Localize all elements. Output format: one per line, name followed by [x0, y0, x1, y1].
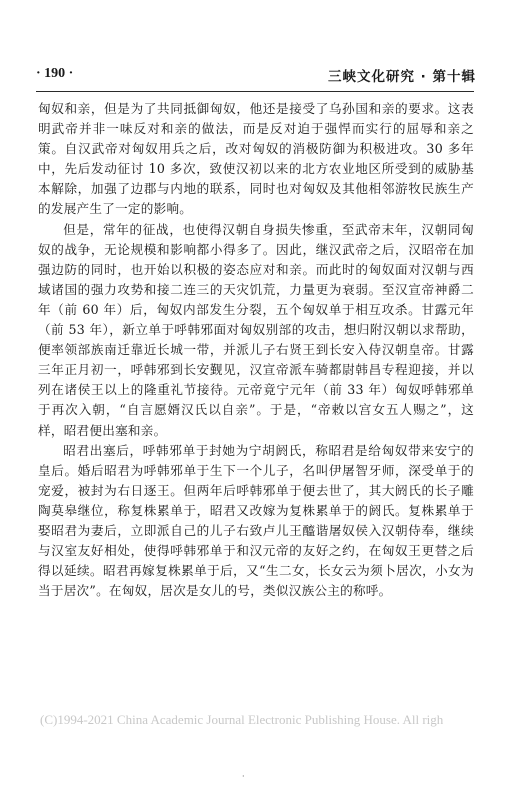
running-title: 三峡文化研究 · 第十辑: [327, 69, 476, 85]
article-body: [38, 99, 474, 601]
footer-mark: ·: [242, 772, 245, 781]
paragraph-2: 但是，常年的征战，也使得汉朝自身损失惨重，至武帝末年，汉朝同匈奴的战争，无论规模和影响都小得多了。因此，继汉武帝之后，汉昭帝在加强边防的同时，也开始以积极的姿态应对和亲。而此时的匈奴面对汉朝与西域诸国的强力攻势和接二连三的天灾饥荒，力量更为衰弱。至汉宣帝神爵二年（前 60 年）后，匈奴内部发生分裂，五个匈奴单于相互攻杀。甘露元年（前 53 年），新立单于呼韩邪面对匈奴别部的攻击，想归附汉朝以求帮助，便率领部族南迁靠近长城一带，并派儿子右贤王到长安入侍汉朝皇帝。甘露三年正月初一，呼韩邪到长安觐见，汉宣帝派车骑都尉韩昌专程迎接，并以列在诸侯王以上的隆重礼节接待。元帝竟宁元年（前 33 年）匈奴呼韩邪单于再次入朝，“自言愿婿汉氏以自亲”。于是，“帝敕以宫女五人赐之”，这样，昭君便出塞和亲。: [38, 221, 474, 438]
page-number: · 190 ·: [36, 66, 74, 81]
page-header: [36, 64, 476, 88]
header-divider: [36, 91, 474, 92]
copyright-watermark: (C)1994-2021 China Academic Journal Electronic Publishing House. All righ: [40, 712, 444, 727]
paragraph-3: 昭君出塞后，呼韩邪单于封她为宁胡阏氏，称昭君是给匈奴带来安宁的皇后。婚后昭君为呼韩邪单于生下一个儿子，名叫伊屠智牙师，深受单于的宠爱，被封为右日逐王。但两年后呼韩邪单于便去世了，其大阏氏的长子雕陶莫皋继位，称复株累单于，昭君又改嫁为复株累单于的阏氏。复株累单于娶昭君为妻后，立即派自己的儿子右致卢儿王醯谐屠奴侯入汉朝侍奉，继续与汉室友好相处，使得呼韩邪单于和汉元帝的友好之约，在匈奴王更替之后得以延续。昭君再嫁复株累单于后，又“生二女，长女云为须卜居次，小女为当于居次”。在匈奴，居次是女儿的号，类似汉族公主的称呼。: [38, 442, 474, 599]
paragraph-1: 匈奴和亲，但是为了共同抵御匈奴，他还是接受了乌孙国和亲的要求。这表明武帝并非一味反对和亲的做法，而是反对迫于强悍而实行的屈辱和亲之策。自汉武帝对匈奴用兵之后，改对匈奴的消极防御为积极进攻。30 多年中，先后发动征讨 10 多次，致使汉初以来的北方农业地区所受到的威胁基本解除，加强了边郡与内地的联系，同时也对匈奴及其他相邻游牧民族生产的发展产生了一定的影响。: [38, 101, 474, 217]
